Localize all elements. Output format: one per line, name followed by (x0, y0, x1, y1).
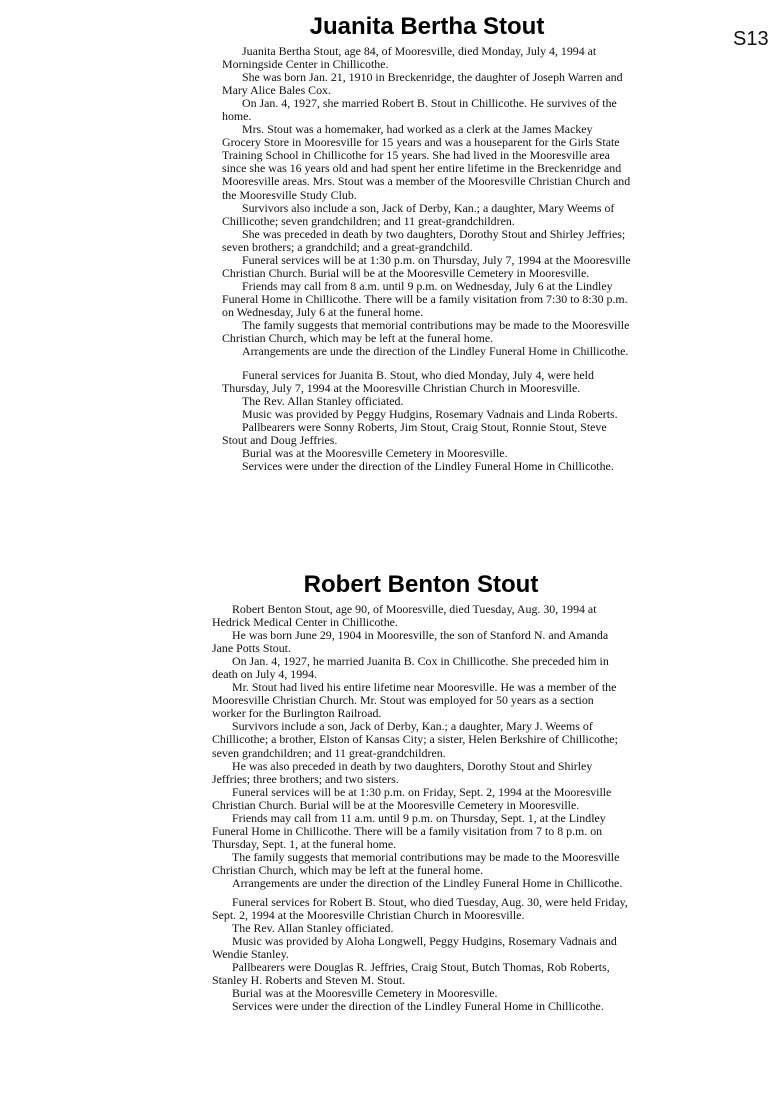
obituary-paragraph: She was born Jan. 21, 1910 in Breckenridge, the daughter of Joseph Warren and Mary Alice Bales Cox. (222, 70, 623, 98)
obituary-paragraph: Friends may call from 8 a.m. until 9 p.m. on Wednesday, July 6 at the Lindley Funeral Home in Chillicothe. There will be a family visitation from 7:30 to 8:30 p.m. on Wednesday, July 6 at the funeral home. (222, 278, 628, 319)
service-paragraph: Pallbearers were Douglas R. Jeffries, Craig Stout, Butch Thomas, Rob Roberts, Stanley H. Roberts and Steven M. Stout. (212, 960, 610, 988)
obituary-paragraph: Survivors also include a son, Jack of Derby, Kan.; a daughter, Mary Weems of Chillicothe; seven grandchildren; and 11 great-grandchildren. (222, 200, 615, 228)
service-paragraph: Burial was at the Mooresville Cemetery in Mooresville. (232, 986, 498, 1001)
obituary-paragraph: He was born June 29, 1904 in Mooresville, the son of Stanford N. and Amanda Jane Potts Stout. (212, 628, 609, 656)
service-paragraph: Burial was at the Mooresville Cemetery in Mooresville. (242, 446, 508, 461)
service-paragraph: Services were under the direction of the Lindley Funeral Home in Chillicothe. (232, 999, 604, 1014)
obituary-paragraph: The family suggests that memorial contributions may be made to the Mooresville Christian Church, which may be left at the funeral home. (212, 849, 620, 877)
obituary-paragraph: Mrs. Stout was a homemaker, had worked as a clerk at the James Mackey Grocery Store in Mooresville for 15 years and was a houseparent for the Girls State Training School in Chillicothe for 15 years. She had lived in the Mooresville area since she was 16 years old and had spent her entire lifetime in the Breckenridge and Mooresville areas. Mrs. Stout was a member of the Mooresville Christian Church and the Mooresville Study Club. (222, 122, 631, 202)
obituary-paragraph: Juanita Bertha Stout, age 84, of Mooresville, died Monday, July 4, 1994 at Morningside Center in Chillicothe. (222, 44, 597, 72)
obituary-paragraph: On Jan. 4, 1927, she married Robert B. Stout in Chillicothe. He survives of the home. (222, 96, 617, 124)
obituary-juanita-stout (222, 13, 632, 474)
page-marker: S13 (733, 28, 769, 50)
obituary-paragraph: On Jan. 4, 1927, he married Juanita B. Cox in Chillicothe. She preceded him in death on July 4, 1994. (212, 654, 609, 682)
obituary-paragraph: Friends may call from 11 a.m. until 9 p.m. on Thursday, Sept. 1, at the Lindley Funeral Home in Chillicothe. There will be a family visitation from 7 to 8 p.m. on Thursday, Sept. 1, at the funeral home. (212, 810, 606, 851)
service-paragraph: The Rev. Allan Stanley officiated. (242, 394, 404, 409)
obituary-paragraph: Robert Benton Stout, age 90, of Mooresville, died Tuesday, Aug. 30, 1994 at Hedrick Medical Center in Chillicothe. (212, 602, 597, 630)
service-paragraph: Funeral services for Robert B. Stout, who died Tuesday, Aug. 30, were held Friday, Sept. 2, 1994 at the Mooresville Christian Church in Mooresville. (212, 895, 628, 923)
obituary-paragraph: She was preceded in death by two daughters, Dorothy Stout and Shirley Jeffries; seven brothers; a grandchild; and a great-grandchild. (222, 226, 626, 254)
obituary-paragraph: Survivors include a son, Jack of Derby, Kan.; a daughter, Mary J. Weems of Chillicothe; a brother, Elston of Kansas City; a sister, Helen Berkshire of Chillicothe; seven grandchildren; and 11 great-grandchildren. (212, 719, 618, 760)
obituary-paragraph: The family suggests that memorial contributions may be made to the Mooresville Christian Church, which may be left at the funeral home. (222, 317, 630, 346)
obituary-headline: Juanita Bertha Stout (309, 13, 545, 40)
service-paragraph: Music was provided by Peggy Hudgins, Rosemary Vadnais and Linda Roberts. (242, 407, 618, 422)
obituary-paragraph: Mr. Stout had lived his entire lifetime near Mooresville. He was a member of the Mooresville Christian Church. Mr. Stout was employed for 50 years as a section worker for the Burlington Railroad. (212, 680, 617, 721)
service-paragraph: Funeral services for Juanita B. Stout, who died Monday, July 4, were held Thursday, July 7, 1994 at the Mooresville Christian Church in Mooresville. (222, 368, 594, 396)
obituary-headline: Robert Benton Stout (303, 571, 539, 598)
service-paragraph: Music was provided by Aloha Longwell, Peggy Hudgins, Rosemary Vadnais and Wendie Stanley. (212, 934, 617, 962)
obituary-robert-stout (212, 571, 630, 1013)
obituary-paragraph: Funeral services will be at 1:30 p.m. on Friday, Sept. 2, 1994 at the Mooresville Christian Church. Burial will be at the Mooresville Cemetery in Mooresville. (212, 784, 612, 812)
obituary-paragraph: Funeral services will be at 1:30 p.m. on Thursday, July 7, 1994 at the Mooresville Christian Church. Burial will be at the Mooresville Cemetery in Mooresville. (222, 252, 631, 280)
service-paragraph: Pallbearers were Sonny Roberts, Jim Stout, Craig Stout, Ronnie Stout, Steve Stout and Doug Jeffries. (222, 420, 607, 448)
service-paragraph: Services were under the direction of the Lindley Funeral Home in Chillicothe. (242, 459, 614, 474)
obituary-paragraph: Arrangements are under the direction of the Lindley Funeral Home in Chillicothe. (232, 875, 623, 890)
obituary-paragraph: Arrangements are unde the direction of the Lindley Funeral Home in Chillicothe. (242, 344, 629, 359)
obituary-paragraph: He was also preceded in death by two daughters, Dorothy Stout and Shirley Jeffries; three brothers; and two sisters. (212, 758, 593, 786)
service-paragraph: The Rev. Allan Stanley officiated. (232, 921, 394, 936)
